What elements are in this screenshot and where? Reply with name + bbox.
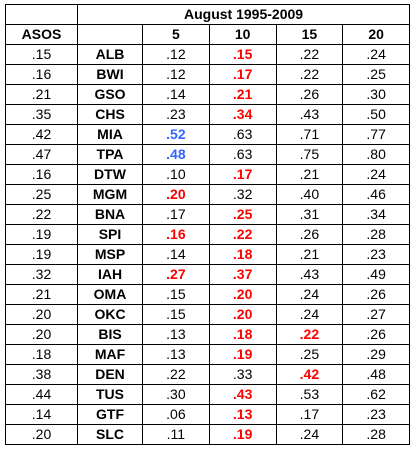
header-15: 15 [276,25,343,45]
asos-value: .20 [6,425,78,445]
value-10: .17 [209,65,276,85]
value-10: .20 [209,305,276,325]
value-5: .11 [143,425,210,445]
table-row [6,165,410,185]
value-20: .26 [343,285,410,305]
value-5: .14 [143,85,210,105]
value-15: .21 [276,165,343,185]
value-5: .13 [143,345,210,365]
value-10: .19 [209,425,276,445]
value-20: .23 [343,245,410,265]
value-10: .63 [209,125,276,145]
station-code: MAF [78,345,143,365]
value-5: .22 [143,365,210,385]
value-15: .43 [276,105,343,125]
value-15: .26 [276,225,343,245]
value-20: .62 [343,385,410,405]
asos-value: .22 [6,205,78,225]
value-20: .46 [343,185,410,205]
value-15: .24 [276,425,343,445]
table-row [6,425,410,445]
station-code: MGM [78,185,143,205]
station-code: BNA [78,205,143,225]
value-15: .43 [276,265,343,285]
value-10: .17 [209,165,276,185]
data-table [5,4,410,445]
header-row [6,25,410,45]
header-station [78,25,143,45]
asos-value: .32 [6,265,78,285]
station-code: BIS [78,325,143,345]
value-20: .49 [343,265,410,285]
table-row [6,405,410,425]
station-code: OKC [78,305,143,325]
value-10: .19 [209,345,276,365]
value-15: .24 [276,285,343,305]
table-row [6,125,410,145]
asos-value: .21 [6,285,78,305]
value-20: .77 [343,125,410,145]
value-5: .27 [143,265,210,285]
station-code: MIA [78,125,143,145]
value-20: .28 [343,425,410,445]
value-15: .42 [276,365,343,385]
title-row [6,5,410,25]
value-5: .14 [143,245,210,265]
station-code: BWI [78,65,143,85]
table-row [6,245,410,265]
value-10: .21 [209,85,276,105]
value-15: .53 [276,385,343,405]
station-code: ALB [78,45,143,65]
value-10: .32 [209,185,276,205]
table-row [6,325,410,345]
table-row [6,385,410,405]
value-20: .28 [343,225,410,245]
value-5: .15 [143,285,210,305]
table-row [6,345,410,365]
value-20: .30 [343,85,410,105]
station-code: GTF [78,405,143,425]
value-15: .40 [276,185,343,205]
value-15: .17 [276,405,343,425]
value-10: .13 [209,405,276,425]
header-10: 10 [209,25,276,45]
table-body [6,45,410,445]
value-15: .24 [276,305,343,325]
table-row [6,305,410,325]
value-10: .37 [209,265,276,285]
table-row [6,365,410,385]
value-5: .10 [143,165,210,185]
value-5: .48 [143,145,210,165]
value-10: .22 [209,225,276,245]
station-code: GSO [78,85,143,105]
asos-value: .19 [6,225,78,245]
value-20: .24 [343,45,410,65]
station-code: SPI [78,225,143,245]
table-row [6,85,410,105]
value-10: .33 [209,365,276,385]
asos-value: .42 [6,125,78,145]
asos-value: .20 [6,325,78,345]
value-20: .25 [343,65,410,85]
value-5: .30 [143,385,210,405]
station-code: IAH [78,265,143,285]
value-20: .24 [343,165,410,185]
value-20: .80 [343,145,410,165]
station-code: TUS [78,385,143,405]
value-20: .34 [343,205,410,225]
table-row [6,185,410,205]
asos-value: .16 [6,165,78,185]
table-row [6,285,410,305]
value-20: .26 [343,325,410,345]
asos-value: .14 [6,405,78,425]
value-10: .18 [209,325,276,345]
header-20: 20 [343,25,410,45]
value-20: .23 [343,405,410,425]
value-15: .75 [276,145,343,165]
station-code: TPA [78,145,143,165]
header-5: 5 [143,25,210,45]
asos-value: .20 [6,305,78,325]
table-row [6,205,410,225]
value-10: .20 [209,285,276,305]
value-10: .34 [209,105,276,125]
value-15: .22 [276,65,343,85]
value-5: .16 [143,225,210,245]
value-5: .13 [143,325,210,345]
value-15: .21 [276,245,343,265]
asos-value: .19 [6,245,78,265]
value-20: .48 [343,365,410,385]
asos-value: .15 [6,45,78,65]
value-5: .20 [143,185,210,205]
value-5: .12 [143,45,210,65]
station-code: DTW [78,165,143,185]
value-15: .25 [276,345,343,365]
station-code: DEN [78,365,143,385]
station-code: MSP [78,245,143,265]
table-row [6,145,410,165]
asos-value: .25 [6,185,78,205]
value-15: .31 [276,205,343,225]
value-20: .29 [343,345,410,365]
value-10: .43 [209,385,276,405]
value-20: .27 [343,305,410,325]
asos-value: .38 [6,365,78,385]
station-code: SLC [78,425,143,445]
value-5: .52 [143,125,210,145]
asos-value: .16 [6,65,78,85]
value-5: .12 [143,65,210,85]
header-asos: ASOS [6,25,78,45]
value-10: .63 [209,145,276,165]
table-row [6,105,410,125]
value-10: .15 [209,45,276,65]
asos-value: .47 [6,145,78,165]
table-row [6,65,410,85]
table-row [6,45,410,65]
value-10: .18 [209,245,276,265]
station-code: OMA [78,285,143,305]
value-15: .26 [276,85,343,105]
table-row [6,225,410,245]
asos-value: .18 [6,345,78,365]
station-code: CHS [78,105,143,125]
asos-value: .21 [6,85,78,105]
value-20: .50 [343,105,410,125]
value-15: .22 [276,325,343,345]
asos-value: .35 [6,105,78,125]
value-5: .15 [143,305,210,325]
value-15: .71 [276,125,343,145]
table-row [6,265,410,285]
value-5: .17 [143,205,210,225]
value-5: .23 [143,105,210,125]
value-15: .22 [276,45,343,65]
asos-value: .44 [6,385,78,405]
value-5: .06 [143,405,210,425]
value-10: .25 [209,205,276,225]
table-title: August 1995-2009 [78,5,410,25]
